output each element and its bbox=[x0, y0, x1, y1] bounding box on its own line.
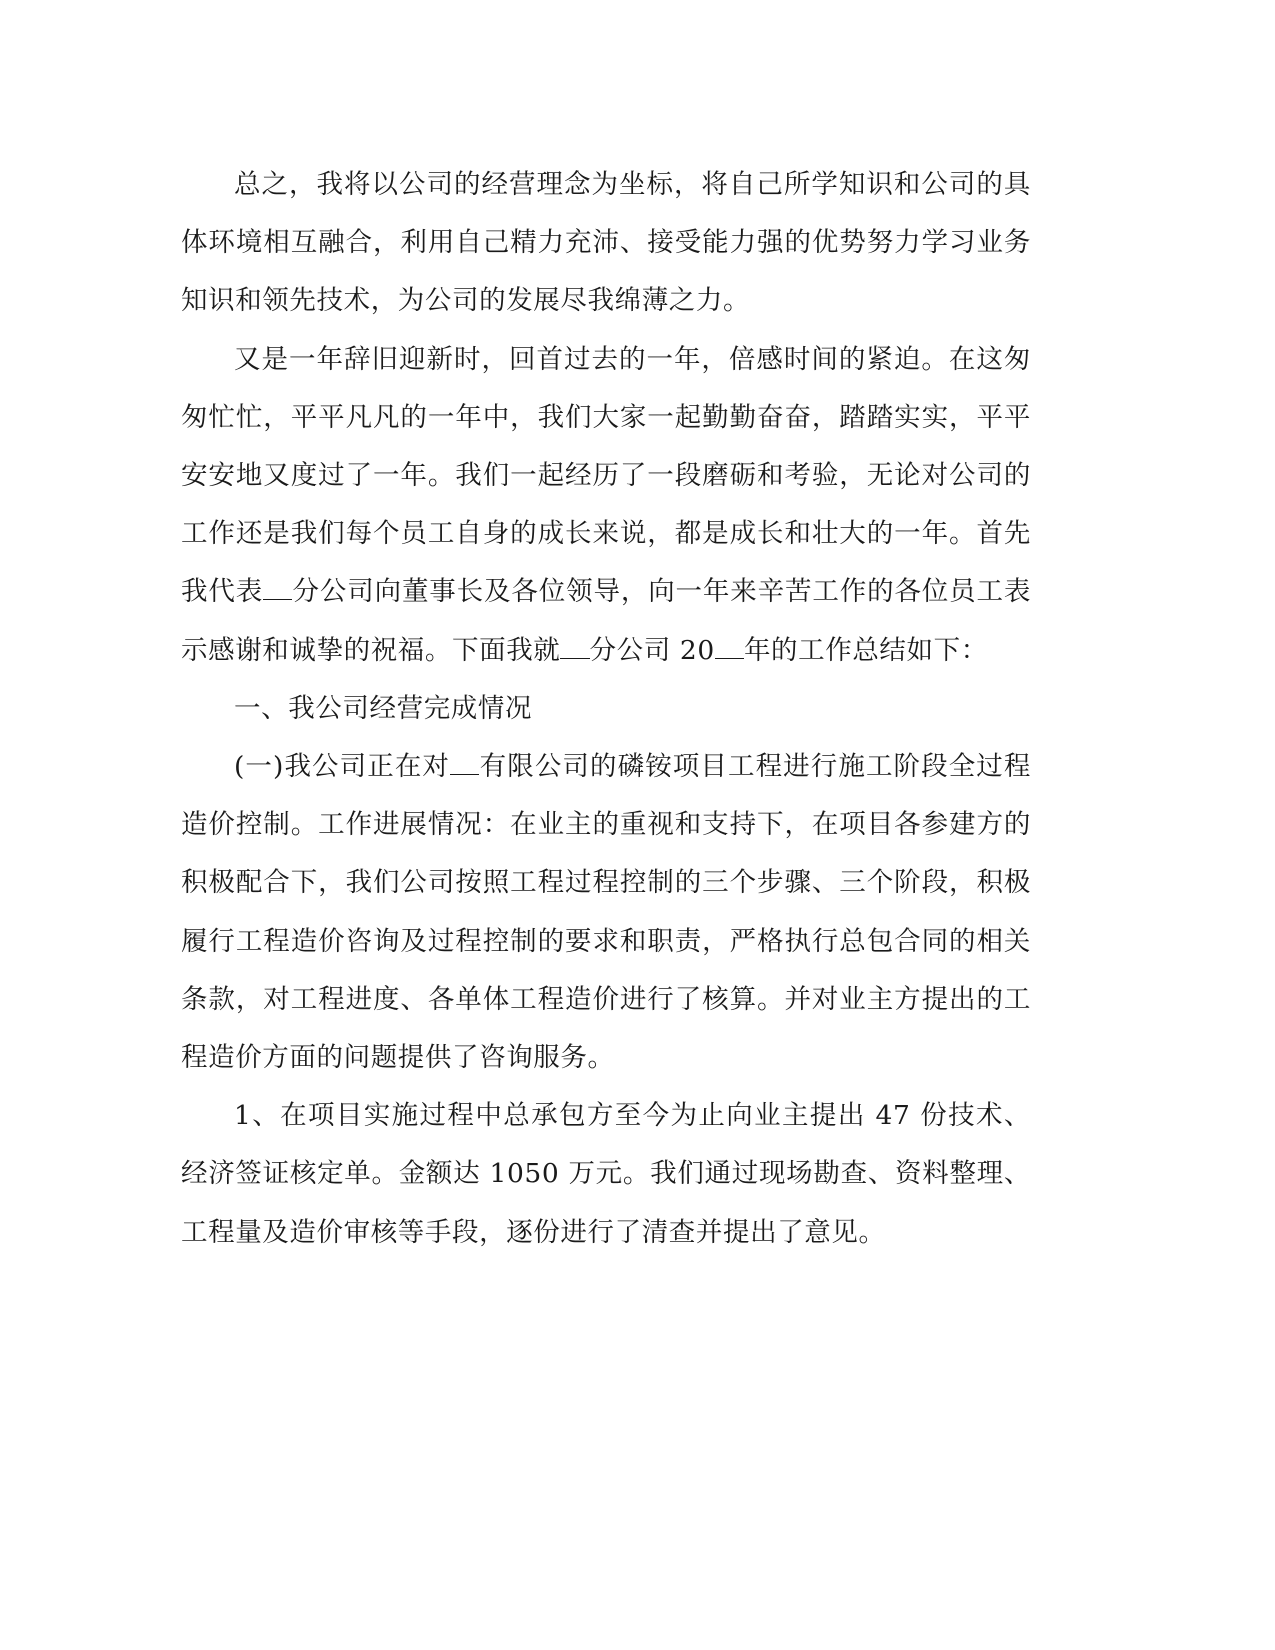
paragraph-text: 1、在项目实施过程中总承包方至今为止向业主提出 47 份技术、经济签证核定单。金额达 1050 万元。我们通过现场勘查、资料整理、工程量及造价审核等手段，逐份进行了清查并提出了意见。 bbox=[181, 1100, 1031, 1248]
paragraph-year-review bbox=[181, 331, 1031, 680]
paragraph-text: 有限公司的磷铵项目工程进行施工阶段全过程造价控制。工作进展情况：在业主的重视和支持下，在项目各参建方的积极配合下，我们公司按照工程过程控制的三个步骤、三个阶段，积极履行工程造价咨询及过程控制的要求和职责，严格执行总包合同的相关条款，对工程进度、各单体工程造价进行了核算。并对业主方提出的工程造价方面的问题提供了咨询服务。 bbox=[181, 751, 1032, 1074]
paragraph-text: 分公司 20 bbox=[589, 634, 715, 666]
paragraph-item-1 bbox=[181, 1087, 1031, 1262]
paragraph-text: 分公司向董事长及各位领导，向一年来辛苦工作的各位员工表示感谢和诚挚的祝福。下面我就 bbox=[181, 576, 1031, 666]
blank-underline bbox=[450, 749, 479, 775]
paragraph-text: 又是一年辞旧迎新时，回首过去的一年，倍感时间的紧迫。在这匆匆忙忙，平平凡凡的一年中，我们大家一起勤勤奋奋，踏踏实实，平平安安地又度过了一年。我们一起经历了一段磨砺和考验，无论对公司的工作还是我们每个员工自身的成长来说，都是成长和壮大的一年。首先我代表 bbox=[181, 343, 1031, 608]
section-heading bbox=[181, 680, 1031, 738]
paragraph-conclusion bbox=[181, 156, 1031, 331]
paragraph-project-progress bbox=[181, 738, 1031, 1087]
paragraph-text: 总之，我将以公司的经营理念为坐标，将自己所学知识和公司的具体环境相互融合，利用自己精力充沛、接受能力强的优势努力学习业务知识和领先技术，为公司的发展尽我绵薄之力。 bbox=[181, 169, 1031, 317]
blank-underline bbox=[715, 632, 744, 658]
paragraph-text: 年的工作总结如下： bbox=[743, 634, 988, 666]
blank-underline bbox=[263, 574, 292, 600]
paragraph-text: (一)我公司正在对 bbox=[234, 751, 451, 783]
blank-underline bbox=[560, 632, 589, 658]
document-body bbox=[181, 156, 1031, 1262]
section-heading-text: 一、我公司经营完成情况 bbox=[234, 692, 533, 724]
